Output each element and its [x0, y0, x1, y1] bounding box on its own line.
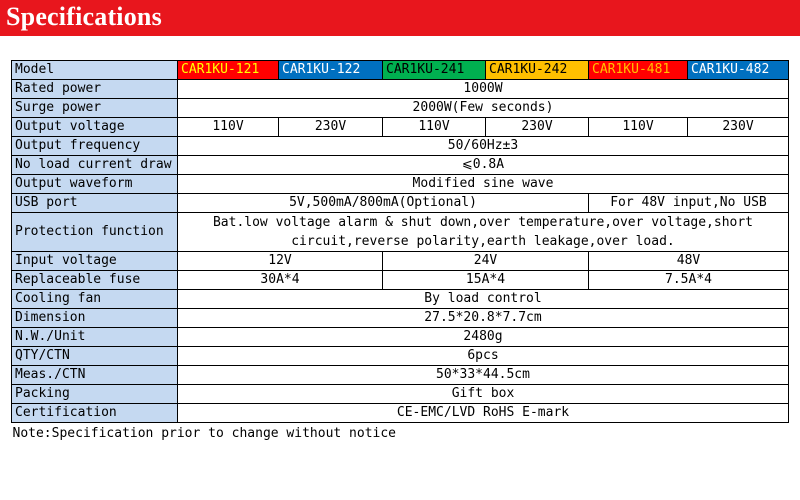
value-cell: 15A*4	[383, 271, 589, 290]
value-cell: 230V	[279, 118, 383, 137]
value-cell: 1000W	[178, 80, 789, 99]
row-label: Protection function	[12, 213, 178, 252]
page-title: Specifications	[6, 2, 162, 31]
table-row-fuse	[12, 271, 789, 290]
value-cell: Gift box	[178, 385, 789, 404]
table-row-cooling-fan	[12, 290, 789, 309]
model-cell: CAR1KU-482	[688, 61, 789, 80]
value-cell: 50/60Hz±3	[178, 137, 789, 156]
table-row-output-voltage	[12, 118, 789, 137]
row-label: Rated power	[12, 80, 178, 99]
protection-line-1: Bat.low voltage alarm & shut down,over temperature,over voltage,short	[212, 215, 754, 230]
value-cell: 110V	[178, 118, 279, 137]
row-label: QTY/CTN	[12, 347, 178, 366]
row-label: N.W./Unit	[12, 328, 178, 347]
table-row-weight	[12, 328, 789, 347]
value-cell: 48V	[589, 252, 789, 271]
table-row-certification	[12, 404, 789, 423]
row-label: Input voltage	[12, 252, 178, 271]
table-row-note	[12, 423, 789, 446]
table-row-input-voltage	[12, 252, 789, 271]
table-row-usb-port	[12, 194, 789, 213]
row-label: Surge power	[12, 99, 178, 118]
value-cell: 24V	[383, 252, 589, 271]
table-row-dimension	[12, 309, 789, 328]
value-cell: 110V	[589, 118, 688, 137]
specifications-table	[11, 60, 789, 445]
row-label: Cooling fan	[12, 290, 178, 309]
value-cell: 7.5A*4	[589, 271, 789, 290]
value-cell: 230V	[486, 118, 589, 137]
value-cell: 5V,500mA/800mA(Optional)	[178, 194, 589, 213]
value-cell	[178, 213, 789, 252]
model-cell: CAR1KU-481	[589, 61, 688, 80]
row-label: Dimension	[12, 309, 178, 328]
model-cell: CAR1KU-121	[178, 61, 279, 80]
table-row-qty	[12, 347, 789, 366]
value-cell: 2480g	[178, 328, 789, 347]
table-row-model	[12, 61, 789, 80]
protection-line-2: circuit,reverse polarity,earth leakage,over load.	[291, 234, 675, 249]
table-row-rated-power	[12, 80, 789, 99]
value-cell: For 48V input,No USB	[589, 194, 789, 213]
row-label: Certification	[12, 404, 178, 423]
row-label: Output frequency	[12, 137, 178, 156]
row-label: No load current draw	[12, 156, 178, 175]
table-row-protection	[12, 213, 789, 252]
model-cell: CAR1KU-122	[279, 61, 383, 80]
footnote: Note:Specification prior to change without notice	[12, 426, 397, 441]
row-label: USB port	[12, 194, 178, 213]
row-label: Output voltage	[12, 118, 178, 137]
model-cell: CAR1KU-242	[486, 61, 589, 80]
table-row-output-waveform	[12, 175, 789, 194]
value-cell: 2000W(Few seconds)	[178, 99, 789, 118]
value-cell: 6pcs	[178, 347, 789, 366]
row-label: Replaceable fuse	[12, 271, 178, 290]
value-cell: 27.5*20.8*7.7cm	[178, 309, 789, 328]
title-banner	[0, 0, 800, 36]
value-cell: 110V	[383, 118, 486, 137]
model-cell: CAR1KU-241	[383, 61, 486, 80]
table-row-surge-power	[12, 99, 789, 118]
value-cell: 50*33*44.5cm	[178, 366, 789, 385]
table-row-packing	[12, 385, 789, 404]
table-row-meas	[12, 366, 789, 385]
row-label-model: Model	[12, 61, 178, 80]
value-cell: 230V	[688, 118, 789, 137]
value-cell: 12V	[178, 252, 383, 271]
row-label: Output waveform	[12, 175, 178, 194]
table-row-no-load-current	[12, 156, 789, 175]
value-cell: By load control	[178, 290, 789, 309]
value-cell: 30A*4	[178, 271, 383, 290]
value-cell: Modified sine wave	[178, 175, 789, 194]
row-label: Packing	[12, 385, 178, 404]
value-cell: ⩽0.8A	[178, 156, 789, 175]
row-label: Meas./CTN	[12, 366, 178, 385]
value-cell: CE-EMC/LVD RoHS E-mark	[178, 404, 789, 423]
table-row-output-frequency	[12, 137, 789, 156]
